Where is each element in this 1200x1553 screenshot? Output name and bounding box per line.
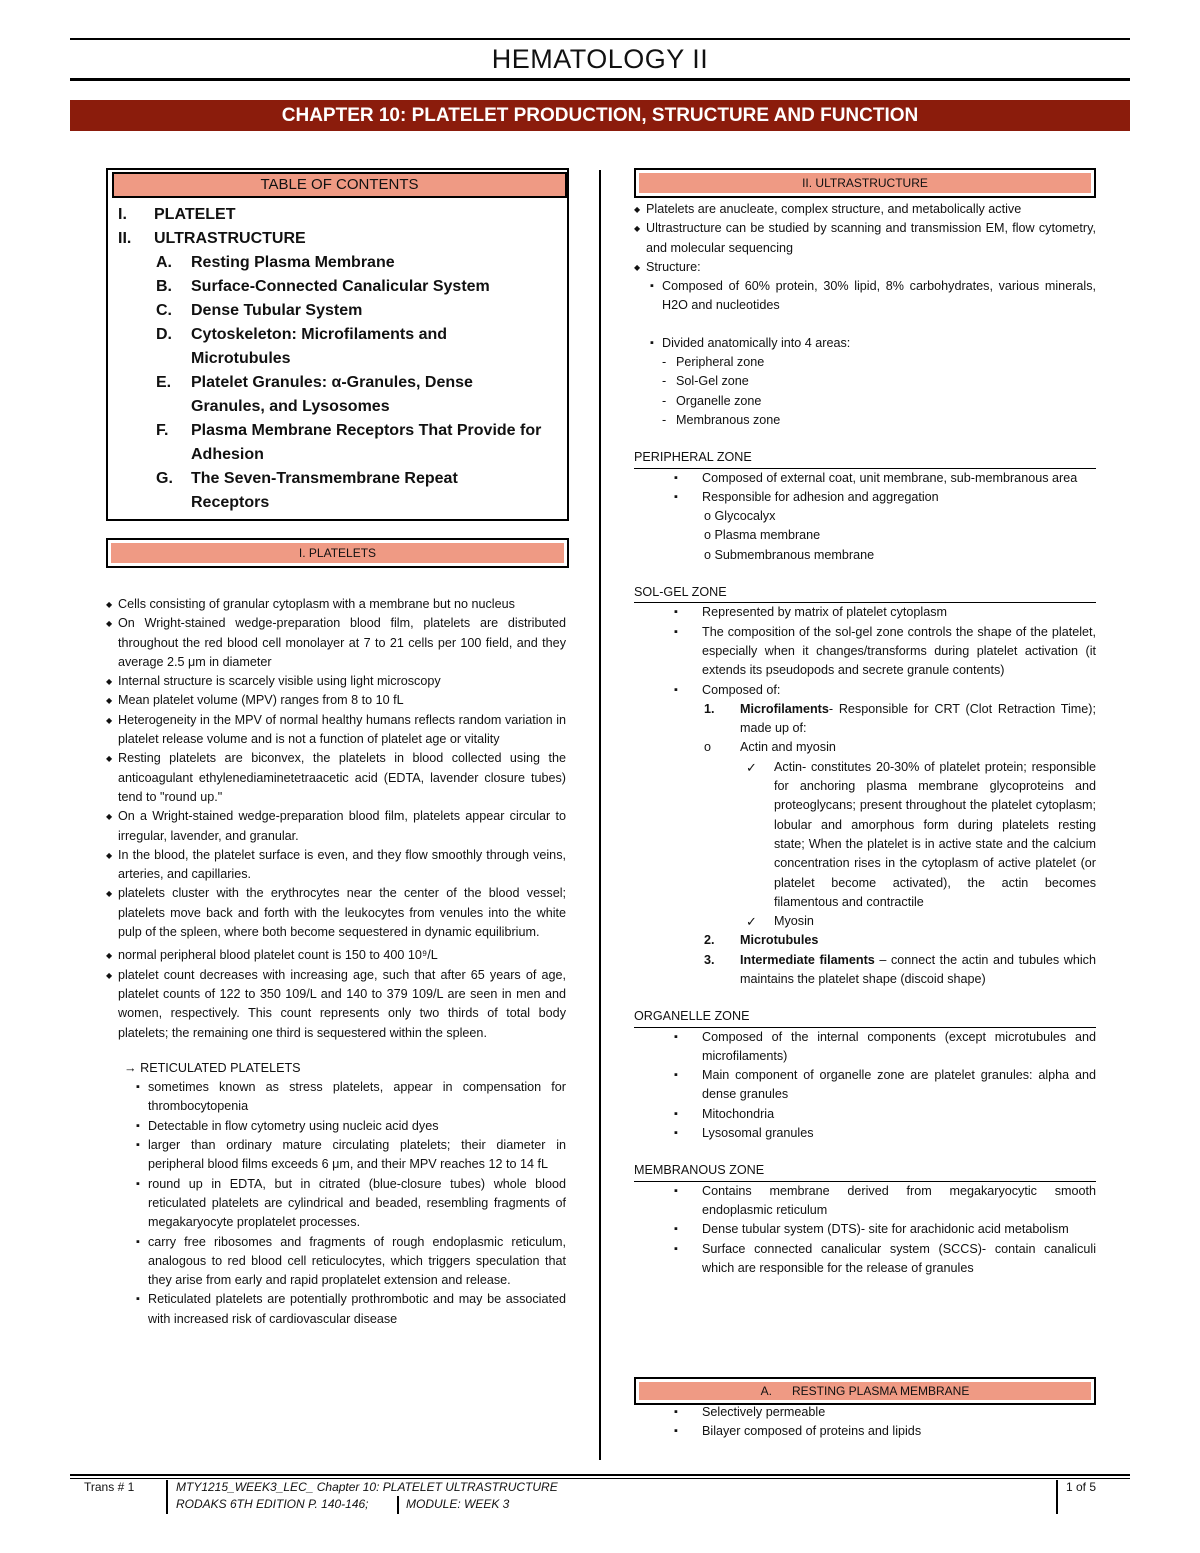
list-item: ▪ Divided anatomically into 4 areas: <box>648 334 1096 353</box>
list-item: ▪ Responsible for adhesion and aggregation <box>634 488 1096 507</box>
list-item: ▪ The composition of the sol-gel zone controls the shape of the platelet, especially when it changes/transforms during platelet activation (it extends its pseudopods and secrete granule contents) <box>634 623 1096 681</box>
resting-membrane-heading: A. RESTING PLASMA MEMBRANE <box>634 1377 1096 1405</box>
chapter-banner: CHAPTER 10: PLATELET PRODUCTION, STRUCTURE AND FUNCTION <box>70 100 1130 131</box>
list-item: ◆ Resting platelets are biconvex, the platelets in blood collected using the anticoagulant ethylenediaminetetraacetic acid (EDTA, lavender closure tubes) tend to "round up." <box>106 749 566 807</box>
list-item: ◆ Heterogeneity in the MPV of normal healthy humans reflects random variation in platelet release volume and is not a function of platelet age or vitality <box>106 711 566 750</box>
list-item: ▪ Composed of: <box>634 681 1096 700</box>
list-item: o Submembranous membrane <box>704 547 875 562</box>
peripheral-zone-list <box>634 469 1096 508</box>
list-item: o Actin and myosin <box>704 740 836 755</box>
list-item: ◆ platelets cluster with the erythrocytes near the center of the blood vessel; platelets move back and forth with the leukocytes from venules into the white pulp of the spleen, where both become sequestered in dynamic equilibrium. <box>106 884 566 942</box>
title-rule <box>70 78 1130 81</box>
list-item: ◆ On a Wright-stained wedge-preparation blood film, platelets appear circular to irregular, lavender, and granular. <box>106 807 566 846</box>
footer-course: MTY1215_WEEK3_LEC_ Chapter 10: PLATELET ULTRASTRUCTURE <box>176 1480 558 1494</box>
footer-divider <box>397 1496 399 1514</box>
list-item: ◆ On Wright-stained wedge-preparation blood film, platelets are distributed throughout the red blood cell monolayer at 7 to 21 cells per 100 field, and they average 2.5 μm in diameter <box>106 614 566 672</box>
ultrastructure-section <box>634 200 1096 1278</box>
platelets-section <box>106 595 566 1329</box>
list-item: ▪ round up in EDTA, but in citrated (blue-closure tubes) whole blood reticulated platelets are cylindrical and beaded, resembling fragments of megakaryocyte proplatelet processes. <box>134 1175 566 1233</box>
list-item: - Organelle zone <box>634 392 1096 411</box>
column-divider <box>599 170 601 1460</box>
organelle-zone-list <box>634 1028 1096 1144</box>
reticulated-heading: → RETICULATED PLATELETS <box>124 1060 301 1075</box>
list-item: ◆ normal peripheral blood platelet count is 150 to 400 10⁹/L <box>106 946 566 965</box>
organelle-zone-heading: ORGANELLE ZONE <box>634 1009 750 1024</box>
list-item: ◆ Internal structure is scarcely visible using light microscopy <box>106 672 566 691</box>
toc-item[interactable]: I. PLATELET <box>118 206 236 223</box>
list-item: - Membranous zone <box>634 411 1096 430</box>
list-item: ▪ Lysosomal granules <box>634 1124 1096 1143</box>
list-item: ▪ Represented by matrix of platelet cytoplasm <box>634 603 1096 622</box>
resting-membrane-section <box>634 1403 1096 1442</box>
list-item: ▪ Composed of the internal components (except microtubules and microfilaments) <box>634 1028 1096 1067</box>
page-number: 1 of 5 <box>1066 1480 1097 1494</box>
list-item: ▪ Contains membrane derived from megakaryocytic smooth endoplasmic reticulum <box>634 1182 1096 1221</box>
list-item: ▪ Surface connected canalicular system (SCCS)- contain canaliculi which are responsible for the release of granules <box>634 1240 1096 1279</box>
list-item: ▪ Composed of external coat, unit membrane, sub-membranous area <box>634 469 1096 488</box>
list-item: ▪ carry free ribosomes and fragments of rough endoplasmic reticulum, analogous to red blood cell reticulocytes, which triggers speculation that they arise from early and rapid proplatelet extension and release. <box>134 1233 566 1291</box>
document-title: HEMATOLOGY II <box>491 44 709 74</box>
sol-gel-zone-heading: SOL-GEL ZONE <box>634 585 727 600</box>
list-item: ◆ Platelets are anucleate, complex structure, and metabolically active <box>634 200 1096 219</box>
list-item: o Glycocalyx <box>704 509 776 524</box>
toc-subitem[interactable]: F. Plasma Membrane Receptors That Provide for Adhesion <box>156 422 542 463</box>
footer-trans: Trans # 1 <box>84 1480 135 1494</box>
toc-subitem[interactable]: A. Resting Plasma Membrane <box>156 254 395 271</box>
list-item: ▪ Detectable in flow cytometry using nucleic acid dyes <box>134 1117 566 1136</box>
list-item: ◆ Mean platelet volume (MPV) ranges from 8 to 10 fL <box>106 691 566 710</box>
list-item: - Peripheral zone <box>634 353 1096 372</box>
footer-rule <box>70 1474 1130 1476</box>
footer-module: MODULE: WEEK 3 <box>406 1497 510 1511</box>
footer-divider <box>166 1480 168 1514</box>
reticulated-list <box>106 1078 566 1329</box>
list-item: ▪ Selectively permeable <box>634 1403 1096 1422</box>
platelets-heading: I. PLATELETS <box>106 538 569 568</box>
list-item: ▪ Reticulated platelets are potentially prothrombotic and may be associated with increased risk of cardiovascular disease <box>134 1290 566 1329</box>
toc-subitem[interactable]: D. Cytoskeleton: Microfilaments and Microtubules <box>156 326 448 367</box>
footer-reference: RODAKS 6TH EDITION P. 140-146; <box>176 1497 369 1511</box>
list-item: ◆ In the blood, the platelet surface is even, and they flow smoothly through veins, arteries, and capillaries. <box>106 846 566 885</box>
list-item: o Plasma membrane <box>704 528 821 543</box>
list-item: ▪ Bilayer composed of proteins and lipids <box>634 1422 1096 1441</box>
top-rule <box>70 38 1130 40</box>
footer-rule <box>70 1478 1130 1479</box>
list-item: ▪ Mitochondria <box>634 1105 1096 1124</box>
toc-subitem[interactable]: B. Surface-Connected Canalicular System <box>156 278 490 295</box>
footer <box>70 1480 1130 1520</box>
toc-subitem[interactable]: E. Platelet Granules: α-Granules, Dense Granules, and Lysosomes <box>156 374 473 415</box>
membranous-zone-heading: MEMBRANOUS ZONE <box>634 1163 765 1178</box>
list-item: ◆ platelet count decreases with increasing age, such that after 65 years of age, platelet counts of 122 to 350 109/L and 140 to 379 109/L are seen in men and women, respectively. This count represents only two thirds of total body platelets; the remaining one third is sequestered within the spleen. <box>106 966 566 1043</box>
list-item: ▪ Composed of 60% protein, 30% lipid, 8% carbohydrates, various minerals, H2O and nucleotides <box>648 277 1096 316</box>
list-item: ▪ Main component of organelle zone are platelet granules: alpha and dense granules <box>634 1066 1096 1105</box>
ultrastructure-heading: II. ULTRASTRUCTURE <box>634 168 1096 198</box>
membranous-zone-list <box>634 1182 1096 1278</box>
footer-divider <box>1056 1480 1058 1514</box>
list-item: 3. Intermediate filaments – connect the actin and tubules which maintains the platelet shape (discoid shape) <box>704 952 1096 986</box>
toc-subitem[interactable]: C. Dense Tubular System <box>156 302 363 319</box>
list-item: 2. Microtubules <box>704 933 819 948</box>
list-item: 1. Microfilaments- Responsible for CRT (Clot Retraction Time); made up of: <box>704 701 1096 736</box>
list-item: ▪ sometimes known as stress platelets, appear in compensation for thrombocytopenia <box>134 1078 566 1117</box>
list-item: ◆ Cells consisting of granular cytoplasm with a membrane but no nucleus <box>106 595 566 614</box>
toc-subitem[interactable]: G. The Seven-Transmembrane Repeat Receptors <box>156 470 458 511</box>
list-item: ▪ Dense tubular system (DTS)- site for arachidonic acid metabolism <box>634 1220 1096 1239</box>
list-item: ✓ Myosin <box>634 912 1096 931</box>
sol-gel-zone-list <box>634 603 1096 699</box>
toc-item[interactable]: II. ULTRASTRUCTURE <box>118 230 306 247</box>
list-item: ✓ Actin- constitutes 20-30% of platelet protein; responsible for anchoring plasma membrane glycoproteins and proteoglycans; present throughout the platelet cytoplasm; lobular and amorphous form during platelets resting state; When the platelet is in active state and the calcium concentration rises in the cytoplasm of active platelet (or platelet become activated), the actin becomes filamentous and contractile <box>634 758 1096 912</box>
toc-heading: TABLE OF CONTENTS <box>112 172 567 198</box>
list-item: ◆ Ultrastructure can be studied by scanning and transmission EM, flow cytometry, and molecular sequencing <box>634 219 1096 258</box>
list-item: - Sol-Gel zone <box>634 372 1096 391</box>
peripheral-zone-heading: PERIPHERAL ZONE <box>634 450 752 465</box>
list-item: ▪ larger than ordinary mature circulating platelets; their diameter in peripheral blood films exceeds 6 μm, and their MPV reaches 12 to 14 fL <box>134 1136 566 1175</box>
list-item: ◆ Structure: <box>634 258 1096 277</box>
toc-list <box>118 203 558 515</box>
